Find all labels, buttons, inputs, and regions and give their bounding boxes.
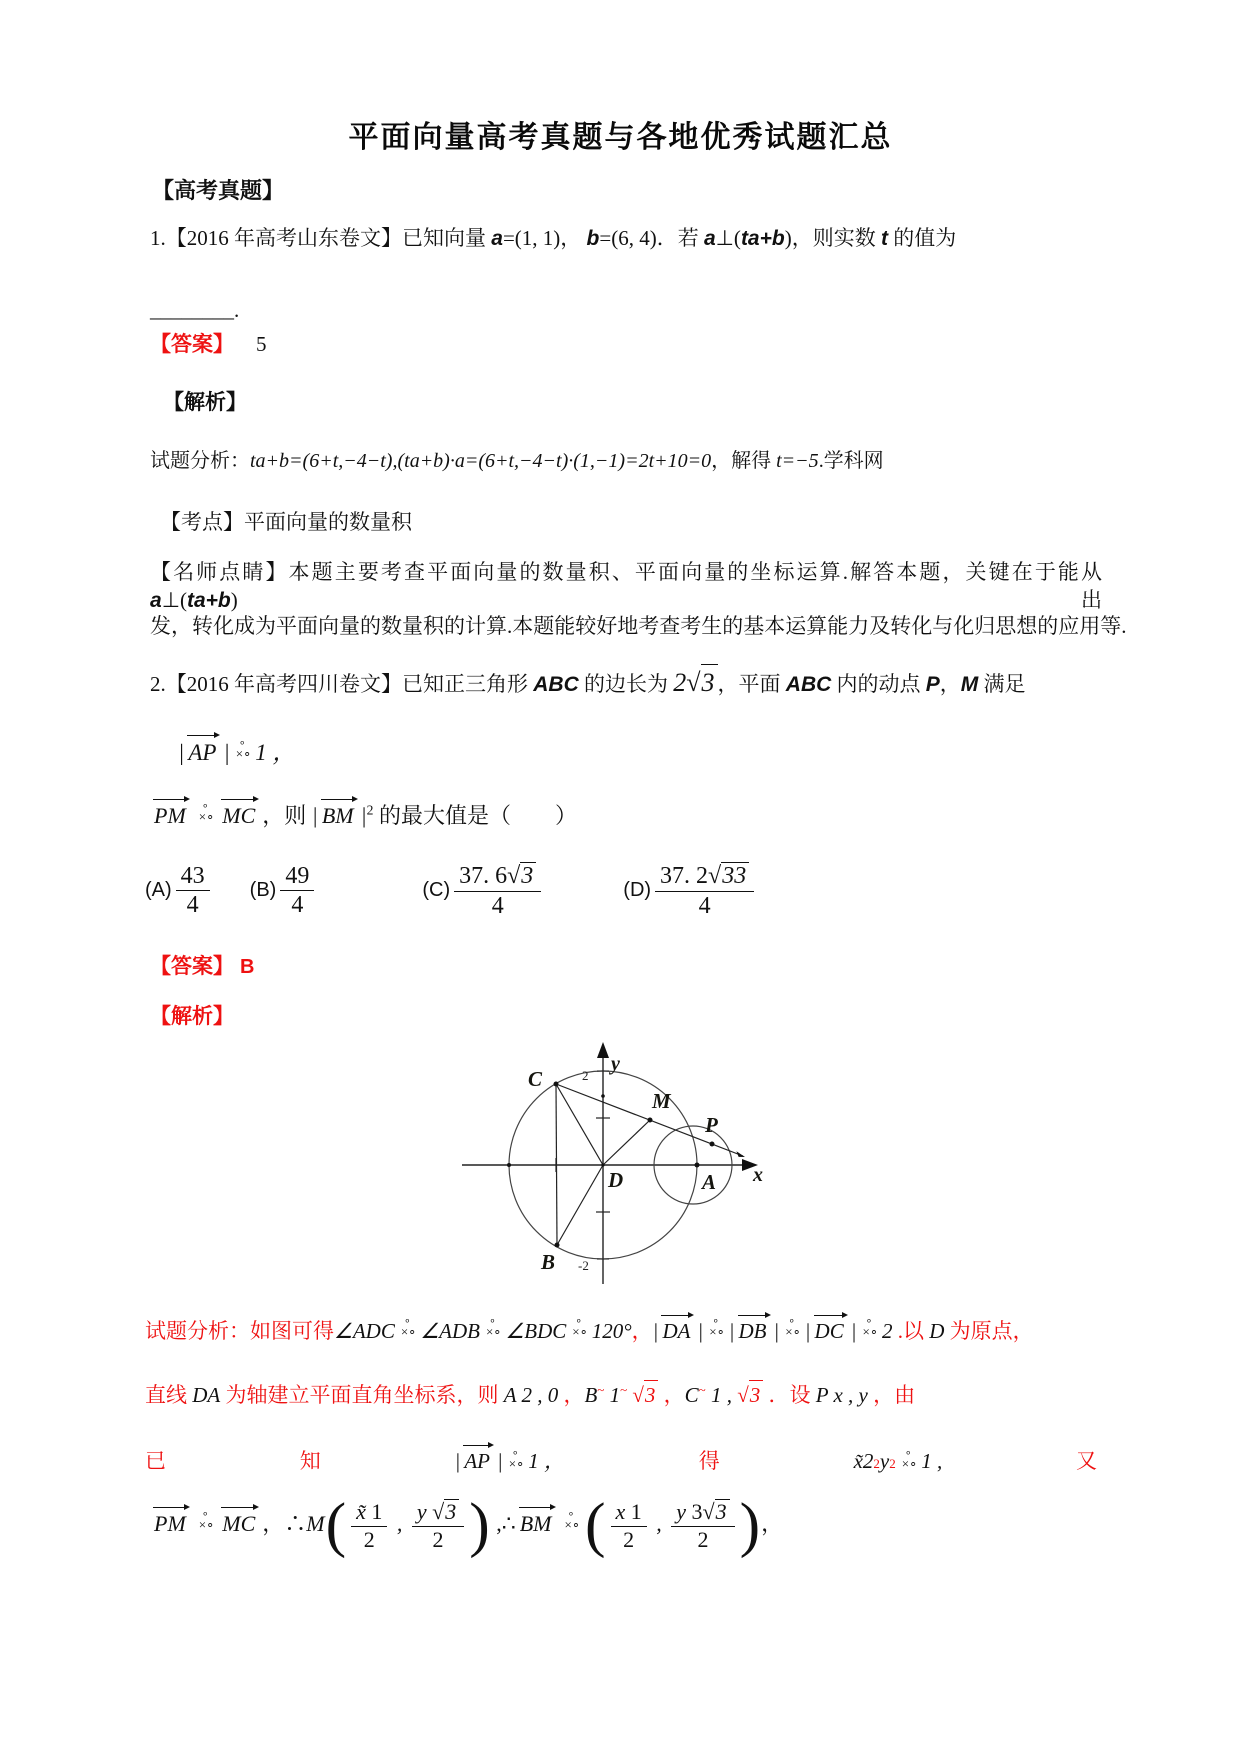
q2-options-row [145, 862, 758, 920]
q2-analysis-math: PM ∘ ×∘ MC ，∴M( $\frac{x̃ 1}{2}$ , $\frac{y √3}{2}$ ) ,∴ BM ∘ ×∘( $\frac{x 1}{2}$ , $\frac{y 3√3}{2}$ )， [154, 1491, 784, 1559]
option-d [623, 862, 758, 920]
option-c-value: $\frac{37. 6√3}{4}$ [450, 862, 545, 920]
q2-condition-2: PM ∘ ×∘ MC ，则 | BM $|^2$ 的最大值是（ ） [150, 796, 577, 831]
x-point-neg2 [507, 1163, 511, 1167]
option-c-label: (C) [422, 879, 451, 902]
q2-analysis-line1: 试题分析：如图可得∠ADC ∘ ×∘ ∠ADB ∘ ×∘ ∠BDC ∘ ×∘ 120°，| DA | ∘ ×∘ | DB | ∘ ×∘ | DC | ∘ ×∘ 2 .以 D 为原点， [145, 1312, 1125, 1345]
label-x-axis: x [753, 1164, 763, 1186]
q1-mingshi-line1: 【名师点睛】本题主要考查平面向量的数量积、平面向量的坐标运算.解答本题，关键在于能从 a⊥(ta+b)出 [150, 560, 1102, 613]
point-P [710, 1142, 715, 1147]
option-d-value: $\frac{37. 2√33}{4}$ [651, 862, 758, 920]
line-D-B [557, 1165, 603, 1245]
document-title: 平面向量高考真题与各地优秀试题汇总 [348, 121, 893, 154]
line-C-P-arrow [736, 1151, 745, 1157]
geometry-figure [440, 1038, 770, 1293]
point-B [555, 1243, 560, 1248]
line-C-B [556, 1084, 557, 1245]
q1-jiexi-label: 【解析】 [163, 390, 247, 414]
option-d-label: (D) [623, 879, 652, 902]
label-B: B [541, 1250, 556, 1274]
tick-label-neg2: -2 [578, 1258, 589, 1273]
point-C [554, 1082, 559, 1087]
q1-mingshi-line2: 发，转化成为平面向量的数量积的计算.本题能较好地考查考生的基本运算能力及转化与化归思想的应用等. [150, 614, 1127, 638]
label-A: A [702, 1170, 717, 1194]
option-a-label: (A) [145, 879, 172, 902]
q2-jiexi-label: 【解析】 [150, 1004, 234, 1028]
line-C-D [556, 1084, 603, 1165]
q1-kaodian: 【考点】平面向量的数量积 [160, 510, 412, 534]
q2-answer-label: 【答案】 [150, 954, 234, 978]
section-heading: 【高考真题】 [152, 178, 285, 203]
label-y-axis: y [611, 1053, 620, 1075]
q2-answer-value: B [240, 956, 255, 978]
q2-analysis-line2: 直线 DA 为轴建立平面直角坐标系，则 A 2 , 0 ，B~ 1~ √3 ，C~ 1 , √3 ．设 P x , y ，由 [145, 1380, 1125, 1409]
y-axis-dot [601, 1094, 605, 1098]
y-axis-arrow [597, 1042, 609, 1058]
q1-answer-row [150, 330, 267, 358]
q1-analysis: 试题分析：ta+b=(6+t,−4−t),(ta+b)·a=(6+t,−4−t)·(1,−1)=2t+10=0，解得 t=−5.学科网 [150, 450, 884, 472]
option-a [145, 863, 214, 920]
q1-answer-label: 【答案】 [150, 332, 234, 356]
label-P: P [705, 1113, 718, 1137]
option-a-value: $\frac{43}{4}$ [172, 863, 214, 920]
point-A [695, 1163, 700, 1168]
q2-answer-row [150, 952, 254, 981]
option-c [422, 862, 545, 920]
q1-answer-value: 5 [256, 332, 267, 356]
point-D [601, 1163, 604, 1166]
label-C: C [528, 1067, 543, 1091]
q2-condition-1: | AP | ∘ ×∘ 1 ， [178, 732, 296, 768]
q1-answer-blank: ________. [150, 298, 240, 322]
q2-analysis-line3: 已 知 | AP | ∘ ×∘ 1 ， 得 x̃ 2 2 y 2 ∘ ×∘ 1 , 又 [145, 1442, 1097, 1475]
line-D-M [603, 1120, 650, 1165]
label-D: D [608, 1168, 624, 1192]
label-M: M [652, 1089, 671, 1113]
point-M [648, 1118, 653, 1123]
option-b-value: $\frac{49}{4}$ [276, 863, 318, 920]
tick-label-2: 2 [582, 1068, 589, 1083]
q1-statement: 1.【2016 年高考山东卷文】已知向量 a=(1, 1)， b=(6, 4)．若 a⊥(ta+b)，则实数 t 的值为 [150, 226, 957, 250]
q2-statement: 2.【2016 年高考四川卷文】已知正三角形 ABC 的边长为 2√3 ，平面 ABC 内的动点 P，M 满足 [150, 664, 1050, 700]
option-b-label: (B) [249, 879, 277, 902]
option-b [250, 863, 319, 920]
